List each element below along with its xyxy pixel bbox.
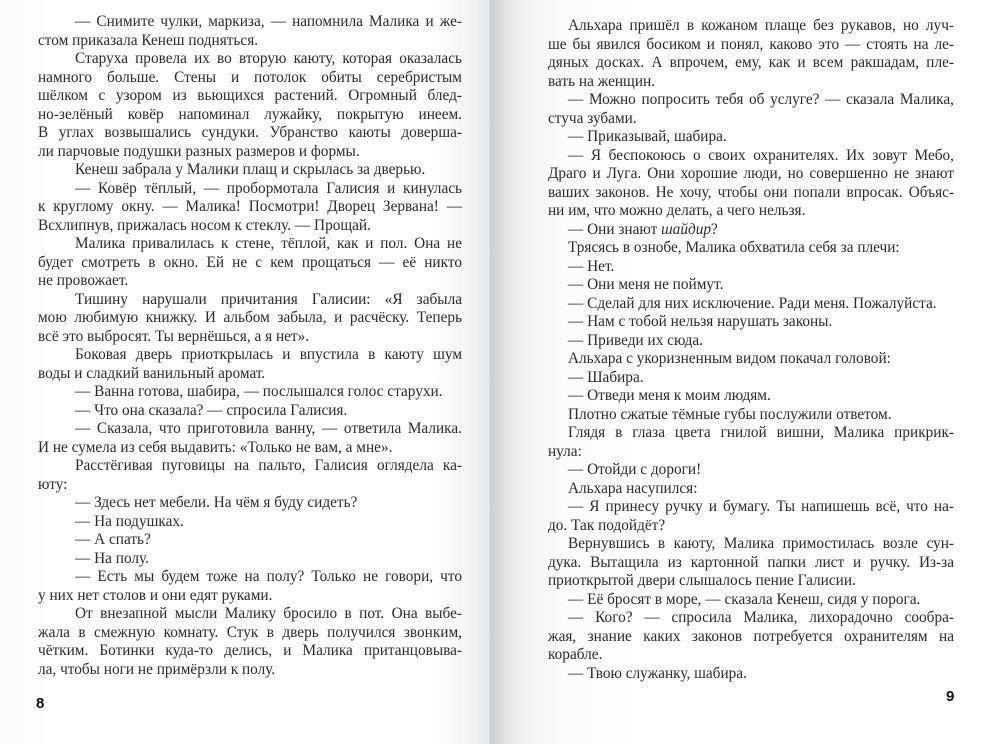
text-line: — Здесь нет мебели. На чём я буду сидеть? (75, 494, 358, 511)
text-fragment: — Они знают (568, 220, 662, 238)
text-line: корабле. (548, 646, 603, 663)
text-line: всё это выбросят. Ты вернёшься, а я нет». (38, 327, 310, 345)
text-line: жала в смежную комнату. Стук в дверь получился звонким, (38, 623, 462, 641)
text-line: — Отойди с дороги! (568, 461, 702, 478)
text-line: — Снимите чулки, маркиза, — напомнила Малика и же- (75, 13, 462, 30)
text-line: Тишину нарушали причитания Галисии: «Я забыла (75, 290, 462, 308)
text-line: — Что она сказала? — спросила Галисия. (75, 401, 348, 419)
text-line: — Нам с тобой нельзя нарушать законы. (568, 313, 833, 330)
left-page-text (38, 13, 462, 679)
text-line: — Есть мы будем тоже на полу? Только не говори, что (75, 568, 462, 585)
left-page (0, 0, 490, 744)
text-line: От внезапной мысли Малику бросило в пот. Она выбе- (75, 605, 462, 622)
text-line: Вернувшись в каюту, Малика примостилась возле сун- (568, 535, 954, 552)
text-line: но-зелёный ковёр напоминал лужайку, покрытую инеем. (38, 105, 462, 123)
text-line: — На подушках. (75, 512, 184, 530)
text-line: намного больше. Стены и потолок обиты серебристым (38, 68, 462, 86)
text-line: Старуха провела их во вторую каюту, которая оказалась (75, 50, 462, 67)
page-number-right: 9 (946, 688, 955, 705)
text-line: юту: (38, 475, 68, 493)
text-line: до. Так подойдёт? (548, 516, 666, 534)
text-line: Трясясь в ознобе, Малика обхватила себя за плечи: (568, 239, 900, 256)
text-line: ваших законов. Не хочу, чтобы они попали впросак. Объяс- (548, 183, 954, 201)
text-line: воды и сладкий ванильный аромат. (38, 364, 266, 382)
page-number-left: 8 (36, 695, 45, 712)
text-line: Малика привалилась к стене, тёплой, как и пол. Она не (75, 235, 462, 252)
text-line: — Ванна готова, шабира, — послышался голос старухи. (75, 383, 443, 400)
text-fragment: ? (711, 220, 718, 238)
text-line: — Отведи меня к моим людям. (568, 387, 771, 404)
text-line: Боковая дверь приоткрылась и впустила в каюту шум (75, 346, 462, 363)
text-line: И не сумела из себя выдавить: «Только не вам, а мне». (38, 438, 393, 456)
text-line: — Сказала, что приготовила ванну, — ответила Малика. (75, 420, 462, 437)
text-line: шёлком с узором из вьющихся растений. Огромный блед- (38, 87, 462, 104)
text-line: дяных досках. А впрочем, ему, как и всем ракшадам, пле- (548, 54, 954, 71)
text-line: — Её бросят в море, — сказала Кенеш, сидя у порога. (568, 590, 921, 608)
text-line: будет смотреть в окно. Ей не с кем прощаться — её никто (38, 253, 462, 271)
text-line: дука. Вытащила из картонной папки лист и ручку. Из-за (548, 553, 954, 571)
text-line: стом приказала Кенеш подняться. (38, 31, 259, 49)
text-line: ли парчовые подушки разных размеров и формы. (38, 142, 360, 160)
text-line: нула: (548, 442, 582, 460)
text-line: Кенеш забрала у Малики плащ и скрылась за дверью. (75, 161, 426, 178)
text-line: — Я беспокоюсь о своих охранителях. Их зовут Мебо, (568, 146, 954, 164)
text-line: Плотно сжатые тёмные губы послужили ответом. (568, 405, 892, 423)
text-line: к круглому окну. — Малика! Посмотри! Дворец Зервана! — (38, 198, 462, 215)
text-line: — Приведи их сюда. (568, 331, 704, 349)
right-page-text (548, 17, 954, 683)
text-line: Альхара с укоризненным видом покачал головой: (568, 350, 891, 367)
text-line: ла, чтобы ноги не примёрзли к полу. (38, 660, 276, 678)
italic-term: шайдир (661, 220, 712, 238)
text-line: — Шабира. (568, 368, 644, 386)
text-line: — Кого? — спросила Малика, лихорадочно сообра- (568, 609, 954, 626)
text-line: Глядя в глаза цвета гнилой вишни, Малика прикрик- (568, 424, 954, 441)
text-line (548, 221, 954, 240)
text-line: стуча зубами. (548, 109, 637, 127)
text-line: мою любимую книжку. И альбом забыла, и расчёску. Теперь (38, 309, 462, 326)
text-line: ни им, что можно делать, а чего нельзя. (548, 202, 806, 219)
text-line: — Я принесу ручку и бумагу. Ты напишешь всё, что на- (568, 498, 954, 515)
text-line: чётким. Ботинки куда-то делись, и Малика пританцовыва- (38, 642, 462, 659)
text-line: вать на женщин. (548, 72, 656, 90)
text-line: ше бы явился босиком и понял, каково это — стоять на ле- (548, 35, 954, 53)
right-page (490, 0, 1000, 744)
text-line: — Нет. (568, 257, 615, 275)
text-line: Драго и Луга. Они хорошие люди, но совершенно не знают (548, 165, 954, 182)
text-line: приоткрытой двери слышалось пение Галисии. (548, 572, 856, 589)
text-line: — Твою служанку, шабира. (568, 664, 747, 682)
text-line: Альхара пришёл в кожаном плаще без рукавов, но луч- (568, 17, 954, 34)
text-line: — Они меня не поймут. (568, 276, 724, 293)
text-line: Всхлипнув, прижалась носом к стеклу. — Прощай. (38, 216, 371, 234)
text-line: — Можно попросить тебя об услуге? — сказала Малика, (568, 91, 954, 108)
text-line: — Приказывай, шабира. (568, 128, 727, 145)
text-line: Альхара насупился: (568, 479, 698, 497)
text-line: — Ковёр тёплый, — пробормотала Галисия и кинулась (75, 179, 462, 197)
text-line: — На полу. (75, 549, 149, 567)
text-line: Расстёгивая пуговицы на пальто, Галисия оглядела ка- (75, 457, 462, 474)
text-line: не провожает. (38, 272, 129, 289)
text-line: — Сделай для них исключение. Ради меня. Пожалуйста. (568, 294, 937, 312)
text-line: у них нет столов и они едят руками. (38, 586, 273, 604)
text-line: — А спать? (75, 531, 151, 548)
text-line: В углах возвышались сундуки. Убранство каюты доверша- (38, 124, 462, 141)
text-line: жая, знание каких законов потребуется охранителям на (548, 627, 954, 645)
